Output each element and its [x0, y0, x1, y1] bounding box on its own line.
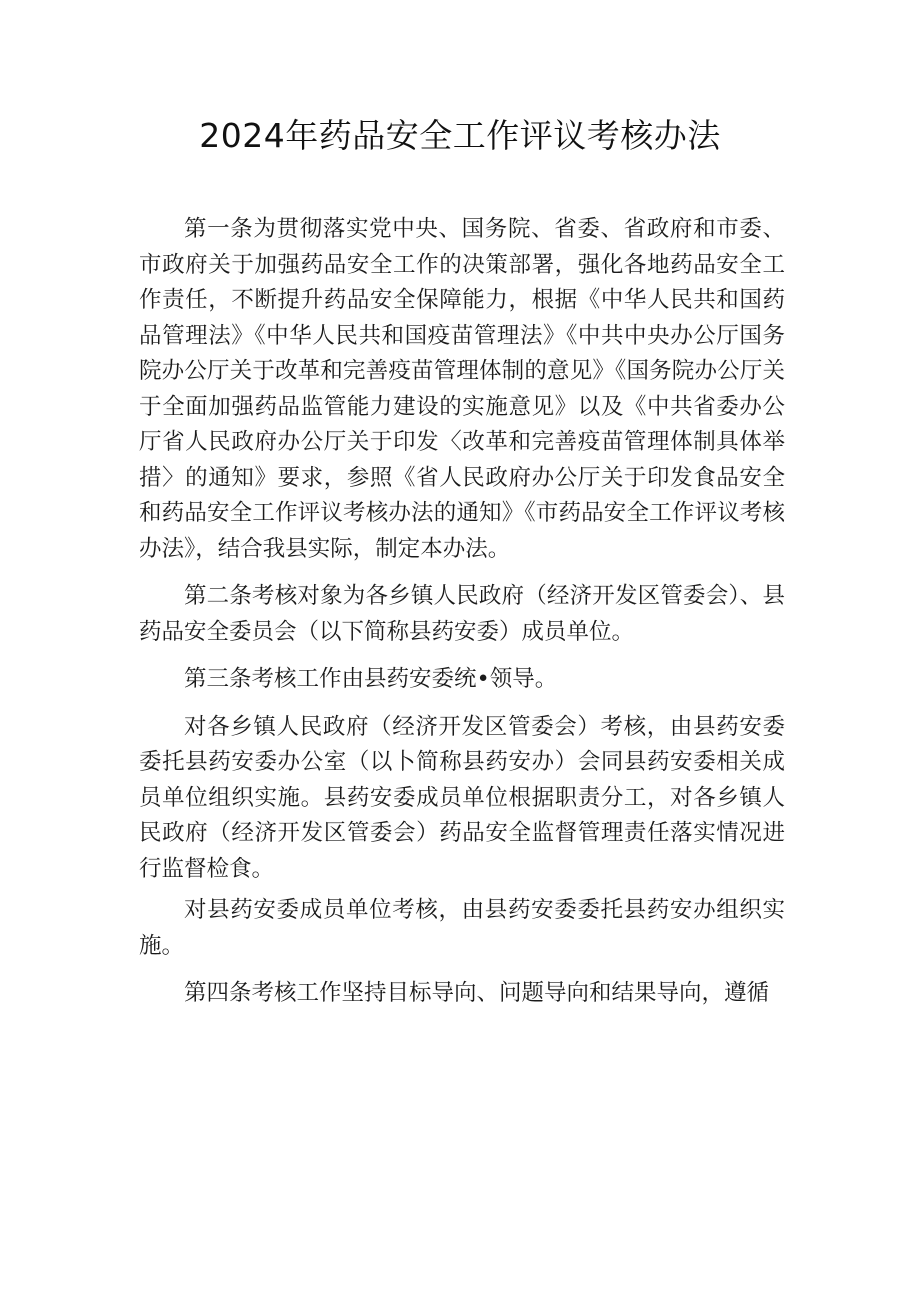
document-title: 2024年药品安全工作评议考核办法 — [199, 116, 721, 155]
paragraph-article-1: 第一条为贯彻落实党中央、国务院、省委、省政府和市委、市政府关于加强药品安全工作的决策部署，强化各地药品安全工作责任，不断提升药品安全保障能力，根据《中华人民共和国药品管理法》《中华人民共和国疫苗管理法》《中共中央办公厅国务院办公厅关于改革和完善疫苗管理体制的意见》《国务院办公厅关于全面加强药品监管能力建设的实施意见》以及《中共省委办公厅省人民政府办公厅关于印发〈改革和完善疫苗管理体制具体举措〉的通知》要求，参照《省人民政府办公厅关于印发食品安全和药品安全工作评议考核办法的通知》《市药品安全工作评议考核办法》，结合我县实际，制定本办法。 — [139, 216, 785, 562]
paragraph-article-4: 第四条考核工作坚持目标导向、问题导向和结果导向，遵循 — [184, 980, 770, 1006]
paragraph-article-2: 第二条考核对象为各乡镇人民政府（经济开发区管委会）、县药品安全委员会（以下简称县药安委）成员单位。 — [139, 583, 785, 645]
document-body — [139, 212, 785, 1024]
paragraph-township-assessment: 对各乡镇人民政府（经济开发区管委会）考核，由县药安委委托县药安委办公室（以卜简称县药安办）会同县药安委相关成员单位组织实施。县药安委成员单位根据职责分工，对各乡镇人民政府（经济开发区管委会）药品安全监督管理责任落实情况进行监督检食。 — [139, 713, 785, 882]
paragraph-member-unit-assessment: 对县药安委成员单位考核，由县药安委委托县药安办组织实施。 — [139, 897, 785, 959]
paragraph-article-3: 第三条考核工作由县药安委统•领导。 — [184, 666, 558, 692]
